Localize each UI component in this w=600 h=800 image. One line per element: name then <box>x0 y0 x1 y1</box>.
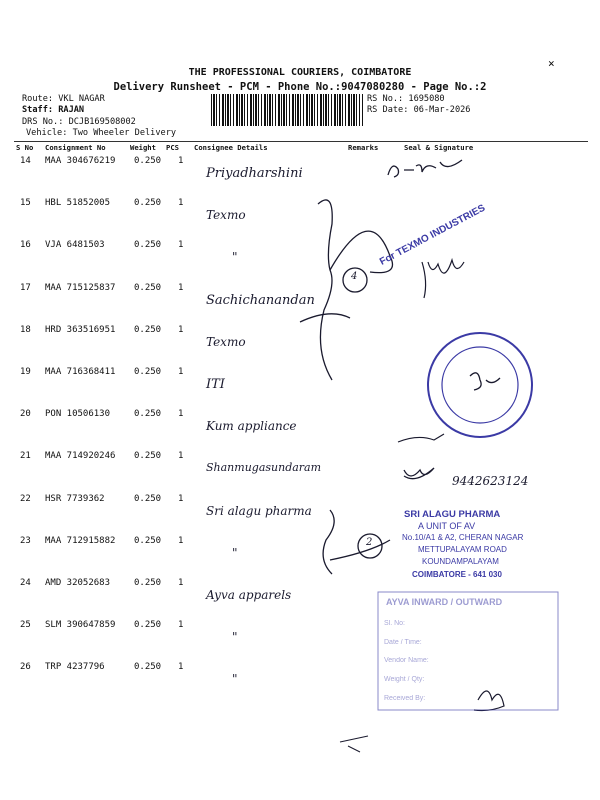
phone-written: 9442623124 <box>452 474 529 488</box>
row-pcs: 1 <box>178 662 184 672</box>
row-consignment: HBL 51852005 <box>45 198 111 208</box>
row-consignment: VJA 6481503 <box>45 240 105 250</box>
row-weight: 0.250 <box>134 367 162 377</box>
row-consignee: Ayva apparels <box>206 588 292 602</box>
alagu-stamp-line4: METTUPALAYAM ROAD <box>418 545 507 554</box>
row-sno: 16 <box>20 240 31 250</box>
row-pcs: 1 <box>178 283 184 293</box>
col-remarks: Remarks <box>348 143 379 152</box>
row-consignee: " <box>232 630 238 644</box>
vehicle-info: Vehicle: Two Wheeler Delivery <box>26 128 177 138</box>
row-pcs: 1 <box>178 367 184 377</box>
row-consignee: ITI <box>206 377 225 392</box>
row-consignment: MAA 304676219 <box>45 156 116 166</box>
row-consignment: AMD 32052683 <box>45 578 111 588</box>
alagu-stamp-line1: SRI ALAGU PHARMA <box>404 509 501 520</box>
row-pcs: 1 <box>178 198 184 208</box>
col-consignment: Consignment No <box>45 143 106 152</box>
row-sno: 19 <box>20 367 31 377</box>
row-consignee: Sachichanandan <box>206 293 315 308</box>
row-sno: 22 <box>20 494 31 504</box>
col-pcs: PCS <box>166 143 179 152</box>
row-consignment: HSR 7739362 <box>45 494 105 504</box>
row-pcs: 1 <box>178 620 184 630</box>
row-sno: 23 <box>20 536 31 546</box>
alagu-stamp-line6: COIMBATORE - 641 030 <box>412 570 502 579</box>
signature-bottom <box>474 691 504 711</box>
row-consignment: MAA 714920246 <box>45 451 116 461</box>
row-weight: 0.250 <box>134 494 162 504</box>
round-stamp-inner <box>442 347 518 423</box>
bracket-arrow <box>300 231 393 322</box>
row-sno: 15 <box>20 198 31 208</box>
row-consignee: " <box>232 250 238 264</box>
row-consignee: Sri alagu pharma <box>206 504 312 518</box>
row-consignment: HRD 363516951 <box>45 325 116 335</box>
row-weight: 0.250 <box>134 283 162 293</box>
row-weight: 0.250 <box>134 156 162 166</box>
circle-count-top: 4 <box>351 271 358 282</box>
col-weight: Weight <box>130 143 156 152</box>
drs-number: DRS No.: DCJB169508002 <box>22 117 136 127</box>
rs-number: RS No.: 1695080 <box>367 94 445 104</box>
signature-row14 <box>388 160 462 177</box>
row-consignee: Shanmugasundaram <box>206 461 322 474</box>
row-weight: 0.250 <box>134 578 162 588</box>
signature-row21 <box>404 468 434 479</box>
row-pcs: 1 <box>178 156 184 166</box>
bracket-bottom <box>323 510 390 574</box>
alagu-stamp-line3: No.10/A1 & A2, CHERAN NAGAR <box>402 533 524 542</box>
row-weight: 0.250 <box>134 198 162 208</box>
route-info: Route: VKL NAGAR <box>22 94 105 104</box>
row-consignee: Texmo <box>206 335 246 349</box>
row-sno: 21 <box>20 451 31 461</box>
row-sno: 25 <box>20 620 31 630</box>
runsheet-subtitle: Delivery Runsheet - PCM - Phone No.:9047080280 - Page No.:2 <box>113 81 487 93</box>
circle-count-bottom: 2 <box>366 537 373 548</box>
col-consignee: Consignee Details <box>194 143 268 152</box>
row-pcs: 1 <box>178 578 184 588</box>
row-pcs: 1 <box>178 536 184 546</box>
row-weight: 0.250 <box>134 536 162 546</box>
staff-info: Staff: RAJAN <box>22 105 85 115</box>
row-consignment: MAA 712915882 <box>45 536 116 546</box>
ayva-stamp-weight: Weight / Qty: <box>384 676 425 683</box>
row-sno: 18 <box>20 325 31 335</box>
row-pcs: 1 <box>178 409 184 419</box>
row-weight: 0.250 <box>134 325 162 335</box>
row-consignee: Kum appliance <box>206 419 297 433</box>
row-consignment: MAA 715125837 <box>45 283 116 293</box>
row-sno: 26 <box>20 662 31 672</box>
alagu-stamp-line5: KOUNDAMPALAYAM <box>422 557 499 566</box>
row-sno: 24 <box>20 578 31 588</box>
row-pcs: 1 <box>178 240 184 250</box>
col-sno: S No <box>16 143 34 152</box>
row-pcs: 1 <box>178 494 184 504</box>
corner-mark-icon: ⨯ <box>548 57 555 70</box>
signature-texmo <box>422 260 464 298</box>
row-consignee: Texmo <box>206 208 246 222</box>
stray-mark <box>340 736 368 752</box>
signature-row20 <box>398 434 444 442</box>
row-weight: 0.250 <box>134 240 162 250</box>
ayva-stamp-sl: Sl. No: <box>384 620 406 627</box>
row-consignment: SLM 390647859 <box>45 620 116 630</box>
ayva-stamp-vendor: Vendor Name: <box>384 657 429 664</box>
row-consignee: " <box>232 672 238 686</box>
ayva-stamp-box <box>378 592 558 710</box>
bracket-top <box>318 200 332 380</box>
rs-date: RS Date: 06-Mar-2026 <box>367 105 471 115</box>
row-weight: 0.250 <box>134 662 162 672</box>
texmo-stamp: For TEXMO INDUSTRIES <box>378 202 488 268</box>
alagu-stamp-line2: A UNIT OF AV <box>418 521 476 531</box>
row-sno: 17 <box>20 283 31 293</box>
row-consignment: PON 10506130 <box>45 409 111 419</box>
row-weight: 0.250 <box>134 620 162 630</box>
row-consignment: TRP 4237796 <box>45 662 105 672</box>
round-stamp-outer <box>428 333 532 437</box>
row-weight: 0.250 <box>134 451 162 461</box>
ayva-stamp-title: AYVA INWARD / OUTWARD <box>386 597 503 607</box>
row-weight: 0.250 <box>134 409 162 419</box>
row-consignee: Priyadharshini <box>206 166 303 181</box>
company-title: THE PROFESSIONAL COURIERS, COIMBATORE <box>188 67 412 78</box>
row-sno: 14 <box>20 156 31 166</box>
row-consignee: " <box>232 546 238 560</box>
ayva-stamp-date: Date / Time: <box>384 639 422 646</box>
ayva-stamp-received: Received By: <box>384 695 426 702</box>
row-pcs: 1 <box>178 325 184 335</box>
col-seal: Seal & Signature <box>404 143 474 152</box>
row-pcs: 1 <box>178 451 184 461</box>
row-consignment: MAA 716368411 <box>45 367 116 377</box>
row-sno: 20 <box>20 409 31 419</box>
round-stamp-sign <box>470 373 500 390</box>
